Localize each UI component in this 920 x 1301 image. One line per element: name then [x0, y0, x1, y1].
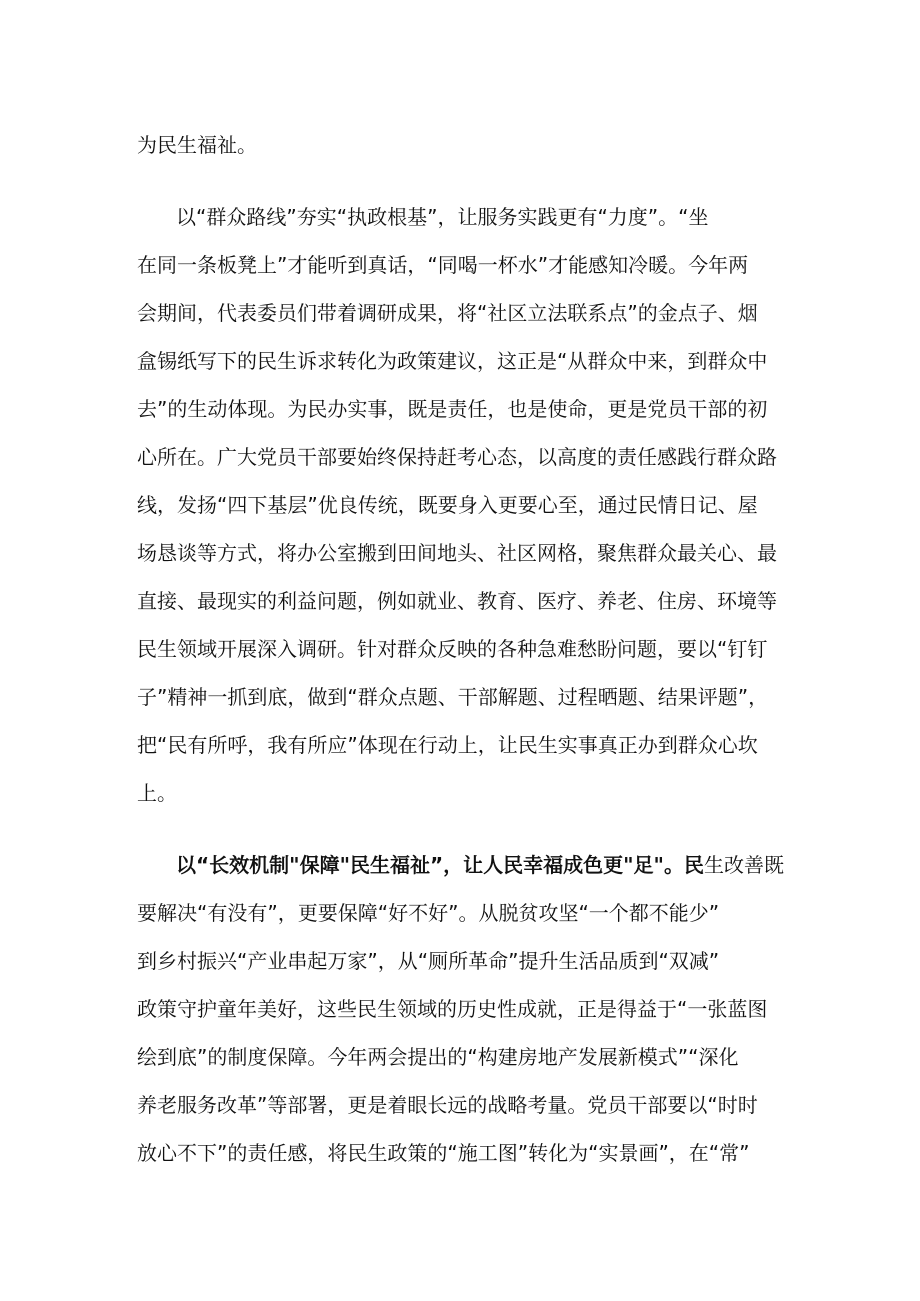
paragraph-2-line-7: 放心不下”的责任感，将民生政策的“施工图”转化为“实景画”，在“常” [137, 1141, 750, 1165]
paragraph-2-heading: 以“长效机制"保障"民生福祉”，让人民幸福成色更"足"。民 [176, 853, 704, 877]
paragraph-2-line-4: 政策守护童年美好，这些民生领域的历史性成就，正是得益于“一张蓝图 [137, 997, 768, 1021]
paragraph-1-line-13: 上。 [137, 781, 177, 805]
paragraph-1-line-8: 场恳谈等方式，将办公室搬到田间地头、社区网格，聚焦群众最关心、最 [137, 541, 777, 565]
paragraph-1-line-3: 会期间，代表委员们带着调研成果，将“社区立法联系点”的金点子、烟 [137, 301, 758, 325]
paragraph-1-line-6: 心所在。广大党员干部要始终保持赶考心态，以高度的责任感践行群众路 [137, 445, 777, 469]
paragraph-2-line-6: 养老服务改革”等部署，更是着眼长远的战略考量。党员干部要以“时时 [137, 1093, 758, 1117]
paragraph-1-line-12: 把“民有所呼，我有所应”体现在行动上，让民生实事真正办到群众心坎 [137, 733, 758, 757]
paragraph-2-line-1-rest: 生改善既 [703, 853, 784, 877]
paragraph-1-line-1: 以“群众路线”夯实“执政根基”，让服务实践更有“力度”。“坐 [176, 205, 709, 229]
paragraph-2-line-1 [176, 841, 797, 889]
paragraph-2-line-3: 到乡村振兴“产业串起万家”，从“厕所革命”提升生活品质到“双减” [137, 949, 720, 973]
paragraph-1-line-7: 线，发扬“四下基层”优良传统，既要身入更要心至，通过民情日记、屋 [137, 493, 758, 517]
paragraph-0-line-1: 为民生福祉。 [137, 133, 257, 157]
paragraph-2-line-5: 绘到底”的制度保障。今年两会提出的“构建房地产发展新模式”“深化 [137, 1045, 739, 1069]
paragraph-1-line-10: 民生领域开展深入调研。针对群众反映的各种急难愁盼问题，要以“钉钉 [137, 637, 768, 661]
paragraph-1-line-11: 子”精神一抓到底，做到“群众点题、干部解题、过程晒题、结果评题”， [137, 685, 769, 709]
paragraph-1-line-2: 在同一条板凳上”才能听到真话，“同喝一杯水”才能感知冷暖。今年两 [137, 253, 749, 277]
paragraph-2-line-2: 要解决“有没有”，更要保障“好不好”。从脱贫攻坚“一个都不能少” [137, 901, 720, 925]
paragraph-1-line-4: 盒锡纸写下的民生诉求转化为政策建议，这正是“从群众中来，到群众中 [137, 349, 768, 373]
paragraph-1-line-9: 直接、最现实的利益问题，例如就业、教育、医疗、养老、住房、环境等 [137, 589, 777, 613]
paragraph-1-line-5: 去”的生动体现。为民办实事，既是责任，也是使命，更是党员干部的初 [137, 397, 768, 421]
